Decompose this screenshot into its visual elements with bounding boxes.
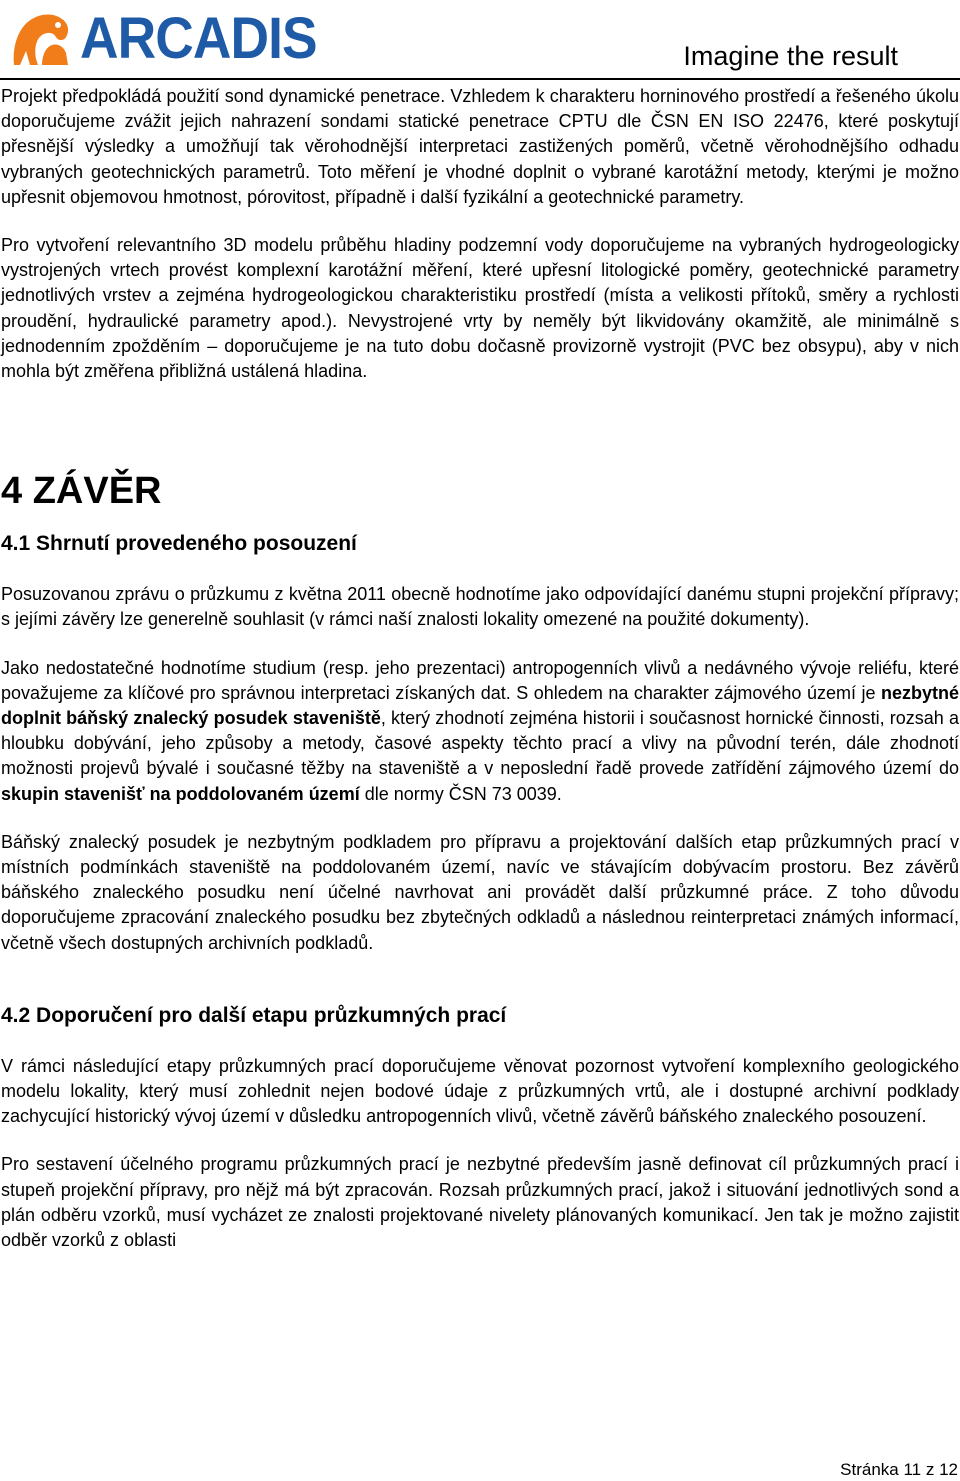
- text-run: , který zhodnotí zejména historii i současnost hornické činnosti, rozsah a hloubku dobývání, jeho způsoby a metody, časové aspekty těchto prací a vlivy na původní terén, dále zhodnotí možnosti projevů bývalé i současné těžby na staveniště a v neposlední řadě provede zatřídění zájmového území do: [1, 708, 960, 779]
- arcadis-dinosaur-logo-icon: [8, 7, 76, 71]
- page-header: [0, 0, 960, 86]
- text-run: Jako nedostatečné hodnotíme studium (resp. jeho prezentaci) antropogenních vlivů a nedávného vývoje reliéfu, které považujeme za klíčové pro správnou interpretaci získaných dat. S ohledem na charakter zájmového území je: [1, 657, 959, 703]
- header-divider: [0, 78, 960, 80]
- chapter-heading: 4 ZÁVĚR: [1, 470, 162, 513]
- tagline: Imagine the result: [683, 41, 898, 71]
- arcadis-logo: [8, 6, 337, 72]
- page-number: Stránka 11 z 12: [840, 1460, 958, 1479]
- paragraph-insufficient-study: [1, 656, 959, 807]
- section-heading-4-1: 4.1 Shrnutí provedeného posouzení: [1, 532, 357, 556]
- paragraph-mining-expert-report: Báňský znalecký posudek je nezbytným podkladem pro přípravu a projektování dalších etap průzkumných prací v místních podmínkách staveniště na poddolovaném území, navíc ve stávajícím dobývacím prostoru. Bez závěrů báňského znaleckého posudku není účelné navrhovat ani provádět další průzkumné práce. Z toho důvodu doporučujeme zpracování znaleckého posudku bez zbytečných odkladů a následnou reinterpretaci známých informací, včetně všech dostupných archivních podkladů.: [1, 831, 959, 953]
- paragraph-3d-model: Pro vytvoření relevantního 3D modelu průběhu hladiny podzemní vody doporučujeme na vybraných hydrogeologicky vystrojených vrtech provést komplexní karotážní měření, které upřesní litologické poměry, geotechnické parametry jednotlivých vrstev a zejména hydrogeologickou charakteristiku prostředí (místa a velikosti přítoků, směry a rychlosti proudění, hydraulické parametry apod.). Nevystrojené vrty by neměly být likvidovány okamžitě, ale minimálně s jednodenním zpožděním – doporučujeme je na tuto dobu dočasně provizorně vystrojit (PVC bez obsypu), aby v nich mohla být změřena přibližná ustálená hladina.: [1, 235, 959, 382]
- document-body: [1, 84, 959, 1253]
- bold-text-run: skupin stavenišť na poddolovaném území: [1, 783, 360, 804]
- logo-wordmark: ARCADIS: [80, 6, 317, 71]
- paragraph-survey-program: Pro sestavení účelného programu průzkumných prací je nezbytné především jasně definovat cíl průzkumných prací i stupeň projekční přípravy, pro nějž má být zpracován. Rozsah průzkumných prací, jakož i situování jednotlivých sond a plán odběru vzorků, musí vycházet ze znalosti projektované nivelety plánovaných komunikací. Jen tak je možno zajistit odběr vzorků z oblasti: [1, 1154, 959, 1251]
- section-heading-4-2: 4.2 Doporučení pro další etapu průzkumných prací: [1, 1003, 507, 1027]
- paragraph-penetration-tests: Projekt předpokládá použití sond dynamické penetrace. Vzhledem k charakteru horninového prostředí a řešeného úkolu doporučujeme zvážit jejich nahrazení sondami statické penetrace CPTU dle ČSN EN ISO 22476, které poskytují přesnější výsledky a umožňují tak věrohodnější interpretaci zastižených poměrů, včetně věrohodnějšího odhadu vybraných geotechnických parametrů. Toto měření je vhodné doplnit o vybrané karotážní metody, kterými je možno upřesnit objemovou hmotnost, pórovitost, případně i další fyzikální a geotechnické parametry.: [1, 86, 959, 207]
- paragraph-assessment-summary: Posuzovanou zprávu o průzkumu z května 2011 obecně hodnotíme jako odpovídající danému stupni projekční přípravy; s jejími závěry lze generelně souhlasit (v rámci naší znalosti lokality omezené na použité dokumenty).: [1, 584, 959, 630]
- text-run: dle normy ČSN 73 0039.: [359, 783, 562, 804]
- paragraph-geological-model: V rámci následující etapy průzkumných prací doporučujeme věnovat pozornost vytvoření komplexního geologického modelu lokality, který musí zohlednit nejen bodové údaje z průzkumných vrtů, ale i dostupné archivní podklady zachycující historický vývoj území v důsledku antropogenních vlivů, včetně závěrů báňského znaleckého posouzení.: [1, 1055, 959, 1127]
- bold-text-run: nezbytné doplnit báňský znalecký posudek staveniště: [1, 682, 959, 729]
